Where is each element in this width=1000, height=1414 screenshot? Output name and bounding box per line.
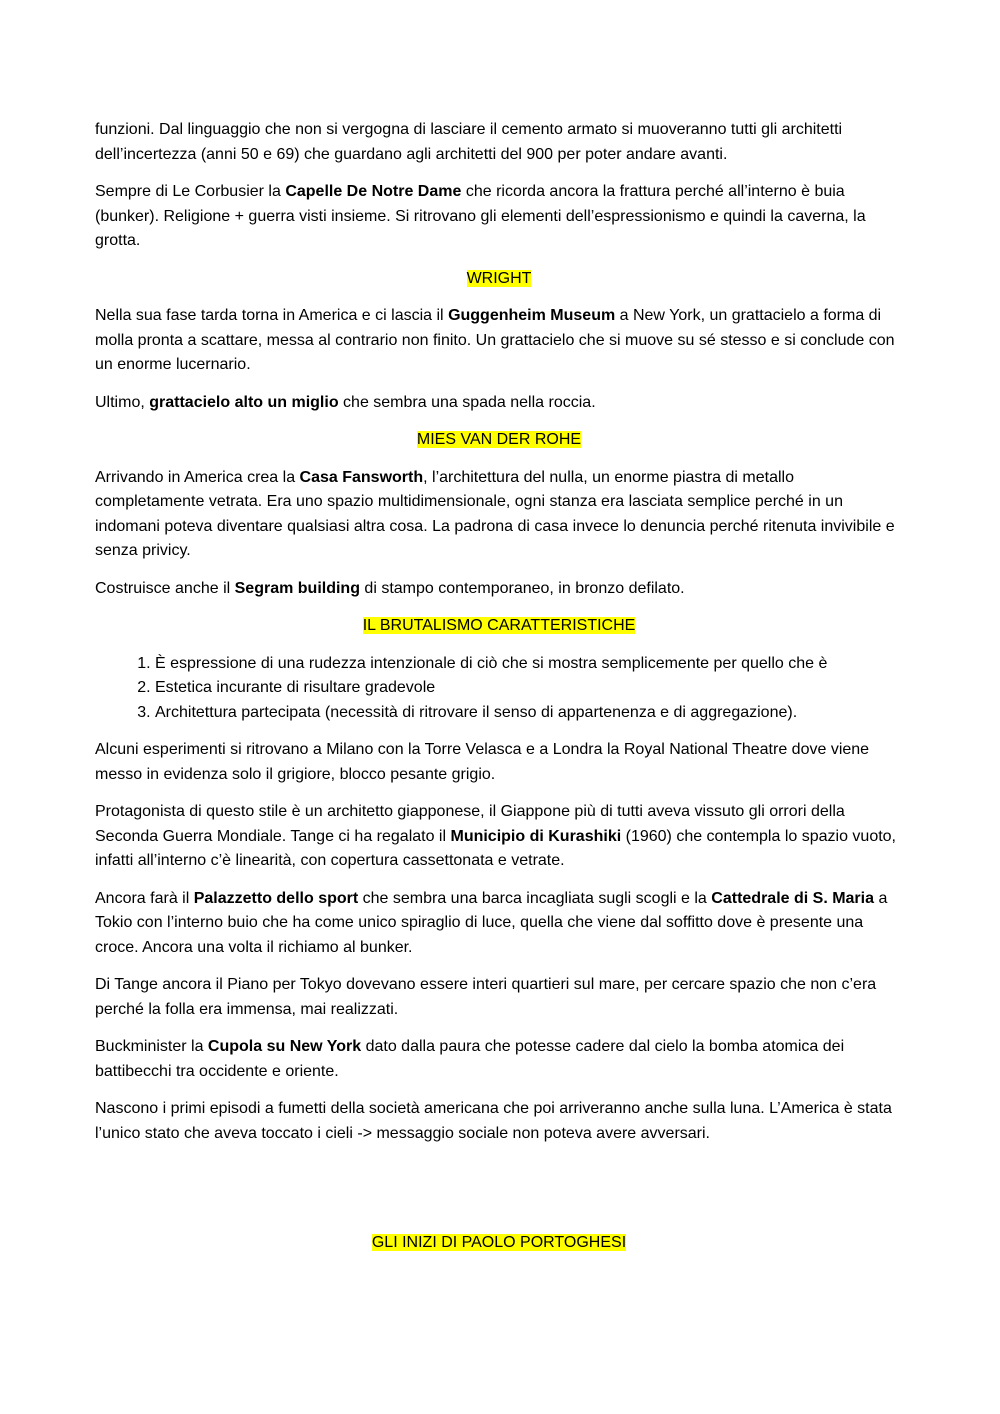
list-item: 2. Estetica incurante di risultare gradevole xyxy=(155,676,903,701)
paragraph-fumetti: Nascono i primi episodi a fumetti della società americana che poi arriveranno anche sulla luna. L’America è stata l’unico stato che aveva toccato i cieli -> messaggio sociale non poteva avere avversari. xyxy=(95,1100,892,1142)
paragraph-velasca: Alcuni esperimenti si ritrovano a Milano con la Torre Velasca e a Londra la Royal National Theatre dove viene messo in evidenza solo il grigiore, blocco pesante grigio. xyxy=(95,741,870,783)
bold-guggenheim-museum: Guggenheim Museum xyxy=(448,307,616,324)
bold-palazzetto-sport: Palazzetto dello sport xyxy=(193,889,359,907)
document-page xyxy=(95,118,903,1269)
heading-brutalismo: IL BRUTALISMO CARATTERISTICHE xyxy=(362,617,636,634)
paragraph-notre-dame: Sempre di Le Corbusier la Capelle De Notre Dame che ricorda ancora la frattura perché all’interno è buia (bunker). Religione + guerra visti insieme. Si ritrovano gli elementi dell’espressionismo e quindi la caverna, la grotta. xyxy=(95,183,866,249)
bold-cupola-new-york: Cupola su New York xyxy=(207,1038,362,1055)
paragraph-segram: Costruisce anche il Segram building di stampo contemporaneo, in bronzo defilato. xyxy=(95,579,685,597)
blank-space xyxy=(95,1159,903,1231)
heading-mies-van-der-rohe: MIES VAN DER ROHE xyxy=(416,431,582,448)
bold-mile-high-skyscraper: grattacielo alto un miglio xyxy=(149,393,339,411)
paragraph-palazzetto: Ancora farà il Palazzetto dello sport che sembra una barca incagliata sugli scogli e la Cattedrale di S. Maria a Tokio con l’interno buio che ha come unico spiraglio di luce, quella che viene dal soffitto dove è presente una croce. Ancora una volta il richiamo al bunker. xyxy=(95,889,888,956)
bold-segram-building: Segram building xyxy=(234,579,360,597)
heading-portoghesi: GLI INIZI DI PAOLO PORTOGHESI xyxy=(371,1234,627,1251)
bold-municipio-kurashiki: Municipio di Kurashiki xyxy=(450,827,622,845)
list-item: 3. Architettura partecipata (necessità di ritrovare il senso di appartenenza e di aggregazione). xyxy=(155,701,903,726)
heading-wright: WRIGHT xyxy=(466,269,532,287)
bold-casa-fansworth: Casa Fansworth xyxy=(299,468,424,486)
paragraph-mile-high: Ultimo, grattacielo alto un miglio che sembra una spada nella roccia. xyxy=(95,393,596,411)
paragraph-kurashiki: Protagonista di questo stile è un architetto giapponese, il Giappone più di tutti aveva vissuto gli orrori della Seconda Guerra Mondiale. Tange ci ha regalato il Municipio di Kurashiki (1960) che contempla lo spazio vuoto, infatti all’interno c’è linearità, con copertura cassettonata e vetrate. xyxy=(95,803,896,869)
bold-cattedrale-s-maria: Cattedrale di S. Maria xyxy=(711,889,874,907)
paragraph-intro: funzioni. Dal linguaggio che non si vergogna di lasciare il cemento armato si muoveranno tutti gli architetti dell’incertezza (anni 50 e 69) che guardano agli architetti del 900 per poter andare avanti. xyxy=(95,121,843,163)
paragraph-guggenheim: Nella sua fase tarda torna in America e ci lascia il Guggenheim Museum a New York, un grattacielo a forma di molla pronta a scattare, messa al contrario non finito. Un grattacielo che si muove su sé stesso e si conclude con un enorme lucernario. xyxy=(95,307,895,373)
paragraph-cupola: Buckminister la Cupola su New York dato dalla paura che potesse cadere dal cielo la bomba atomica dei battibecchi tra occidente e oriente. xyxy=(95,1038,845,1080)
paragraph-tokyo-plan: Di Tange ancora il Piano per Tokyo dovevano essere interi quartieri sul mare, per cercare spazio che non c’era perché la folla era immensa, mai realizzati. xyxy=(95,976,877,1018)
bold-capelle-notre-dame: Capelle De Notre Dame xyxy=(285,183,462,200)
list-item: 1. È espressione di una rudezza intenzionale di ciò che si mostra semplicemente per quello che è xyxy=(155,652,903,677)
brutalism-list xyxy=(95,652,903,726)
paragraph-fansworth: Arrivando in America crea la Casa Fansworth, l’architettura del nulla, un enorme piastra di metallo completamente vetrata. Era uno spazio multidimensionale, ogni stanza era lasciata semplice perché in un indomani poteva diventare qualsiasi altra cosa. La padrona di casa invece lo denuncia perché ritenuta invivibile e senza privicy. xyxy=(95,468,895,559)
